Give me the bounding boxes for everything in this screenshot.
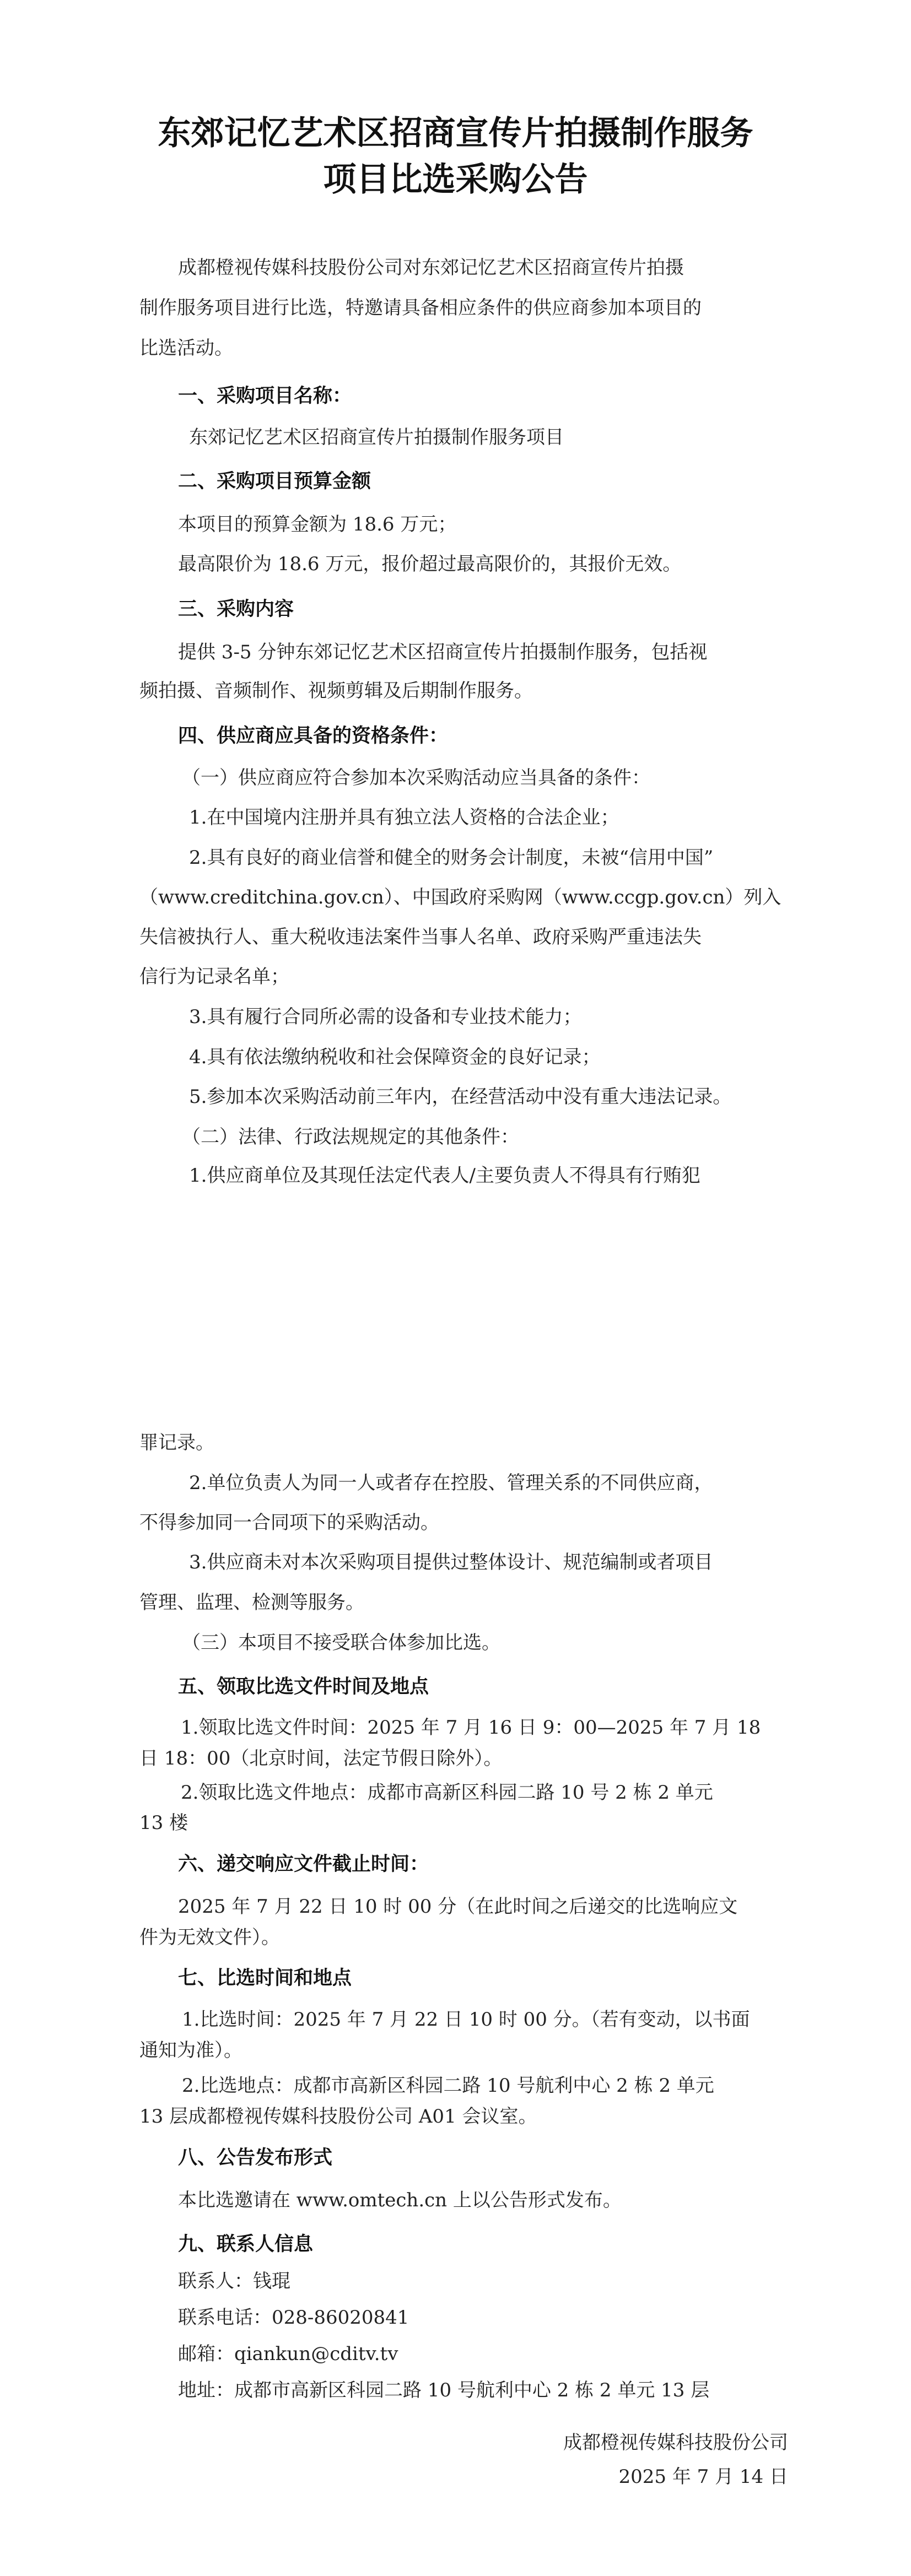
signature-date: 2025 年 7 月 14 日 xyxy=(618,2466,788,2488)
section-4-continued-line: 不得参加同一合同项下的采购活动。 xyxy=(139,1512,439,1534)
section-7-line: 13 层成都橙视传媒科技股份公司 A01 会议室。 xyxy=(139,2106,537,2128)
page-title-line2: 项目比选采购公告 xyxy=(323,160,588,199)
section-7-line: 2.比选地点：成都市高新区科园二路 10 号航利中心 2 栋 2 单元 xyxy=(182,2075,714,2097)
intro-line: 制作服务项目进行比选，特邀请具备相应条件的供应商参加本项目的 xyxy=(139,297,702,319)
section-3-line: 提供 3-5 分钟东郊记忆艺术区招商宣传片拍摄制作服务，包括视 xyxy=(178,641,708,663)
signature-company: 成都橙视传媒科技股份公司 xyxy=(563,2432,788,2454)
section-2-heading: 二、采购项目预算金额 xyxy=(178,470,371,493)
section-5-line: 1.领取比选文件时间：2025 年 7 月 16 日 9：00—2025 年 7 月 18 xyxy=(181,1717,761,1739)
section-4-line: 2.具有良好的商业信誉和健全的财务会计制度，未被“信用中国” xyxy=(189,847,714,869)
section-4-continued-line: 罪记录。 xyxy=(139,1432,214,1454)
section-4-line: 失信被执行人、重大税收违法案件当事人名单、政府采购严重违法失 xyxy=(139,926,702,948)
contact-email: 邮箱：qiankun@cditv.tv xyxy=(178,2343,398,2365)
section-2-line: 最高限价为 18.6 万元，报价超过最高限价的，其报价无效。 xyxy=(178,553,682,575)
section-5-line: 2.领取比选文件地点：成都市高新区科园二路 10 号 2 栋 2 单元 xyxy=(181,1782,713,1804)
section-4-line: 1.在中国境内注册并具有独立法人资格的合法企业； xyxy=(189,807,619,829)
section-1-heading: 一、采购项目名称： xyxy=(178,385,352,407)
section-4-continued-line: 2.单位负责人为同一人或者存在控股、管理关系的不同供应商， xyxy=(189,1472,713,1494)
section-8-heading: 八、公告发布形式 xyxy=(178,2147,333,2169)
section-6-line: 件为无效文件）。 xyxy=(139,1926,280,1949)
section-4-continued-line: 3.供应商未对本次采购项目提供过整体设计、规范编制或者项目 xyxy=(189,1551,713,1573)
section-4-line: 1.供应商单位及其现任法定代表人/主要负责人不得具有行贿犯 xyxy=(189,1165,700,1187)
section-4-line: （一）供应商应符合参加本次采购活动应当具备的条件： xyxy=(182,767,650,789)
section-1-line: 东郊记忆艺术区招商宣传片拍摄制作服务项目 xyxy=(189,426,564,448)
section-8-line: 本比选邀请在 www.omtech.cn 上以公告形式发布。 xyxy=(178,2189,622,2211)
section-9-heading: 九、联系人信息 xyxy=(178,2233,314,2255)
section-5-line: 13 楼 xyxy=(139,1812,188,1834)
section-3-heading: 三、采购内容 xyxy=(178,598,294,620)
section-4-line: 3.具有履行合同所必需的设备和专业技术能力； xyxy=(189,1006,582,1028)
section-6-heading: 六、递交响应文件截止时间： xyxy=(178,1853,429,1875)
section-4-line: 信行为记录名单； xyxy=(139,966,289,988)
section-6-line: 2025 年 7 月 22 日 10 时 00 分（在此时间之后递交的比选响应文 xyxy=(178,1896,738,1918)
contact-person: 联系人：钱琨 xyxy=(178,2270,290,2292)
section-7-line: 1.比选时间：2025 年 7 月 22 日 10 时 00 分。（若有变动，以书面 xyxy=(182,2009,750,2031)
contact-phone: 联系电话：028-86020841 xyxy=(178,2307,409,2329)
section-4-line: （www.creditchina.gov.cn）、中国政府采购网（www.ccgp.gov.cn）列入 xyxy=(139,886,781,908)
page-title-line1: 东郊记忆艺术区招商宣传片拍摄制作服务 xyxy=(158,114,753,153)
section-4-line: 4.具有依法缴纳税收和社会保障资金的良好记录； xyxy=(189,1046,601,1068)
contact-address: 地址：成都市高新区科园二路 10 号航利中心 2 栋 2 单元 13 层 xyxy=(178,2379,710,2401)
section-7-heading: 七、比选时间和地点 xyxy=(178,1967,352,1989)
intro-line: 成都橙视传媒科技股份公司对东郊记忆艺术区招商宣传片拍摄 xyxy=(178,257,684,279)
section-4-continued-line: （三）本项目不接受联合体参加比选。 xyxy=(182,1632,500,1654)
section-4-heading: 四、供应商应具备的资格条件： xyxy=(178,725,449,747)
section-5-line: 日 18：00（北京时间，法定节假日除外）。 xyxy=(139,1747,503,1769)
section-4-line: （二）法律、行政法规规定的其他条件： xyxy=(182,1126,519,1148)
section-3-line: 频拍摄、音频制作、视频剪辑及后期制作服务。 xyxy=(139,680,533,702)
section-2-line: 本项目的预算金额为 18.6 万元； xyxy=(178,513,457,535)
section-4-line: 5.参加本次采购活动前三年内，在经营活动中没有重大违法记录。 xyxy=(189,1086,732,1108)
section-4-continued-line: 管理、监理、检测等服务。 xyxy=(139,1592,364,1614)
section-5-heading: 五、领取比选文件时间及地点 xyxy=(178,1676,429,1698)
intro-line: 比选活动。 xyxy=(139,337,233,359)
section-7-line: 通知为准）。 xyxy=(139,2039,242,2061)
